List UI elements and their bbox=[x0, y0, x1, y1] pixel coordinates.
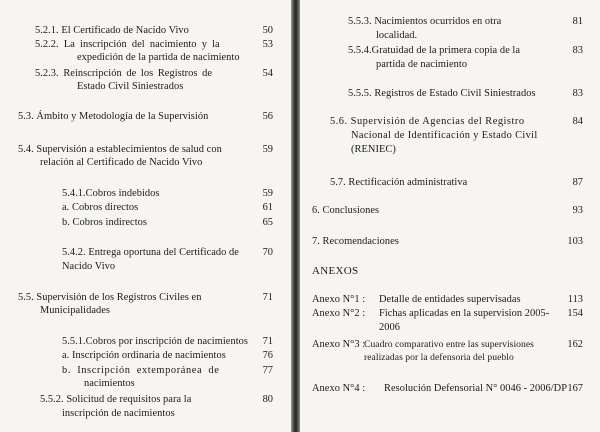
toc-entry-continuation: Nacional de Identificación y Estado Civil bbox=[351, 130, 538, 141]
toc-entry-continuation: Nacido Vivo bbox=[62, 261, 116, 272]
toc-subentry: a. Inscripción ordinaria de nacimientos bbox=[62, 350, 226, 361]
toc-entry: 5.4.2. Entrega oportuna del Certificado de bbox=[62, 247, 239, 258]
annex-title-continuation: 2006 bbox=[379, 322, 400, 333]
annex-heading: ANEXOS bbox=[312, 265, 359, 277]
toc-page-number: 84 bbox=[572, 116, 583, 127]
toc-page-number: 87 bbox=[572, 177, 583, 188]
annex-label: Anexo N°3 : bbox=[312, 339, 366, 350]
toc-page-number: 80 bbox=[262, 394, 273, 405]
toc-entry-continuation: Municipalidades bbox=[40, 305, 111, 316]
toc-entry: 5.5.1.Cobros por inscripción de nacimientos bbox=[62, 336, 248, 347]
toc-page-number: 103 bbox=[567, 236, 583, 247]
toc-page-number: 59 bbox=[262, 188, 273, 199]
toc-page-number: 54 bbox=[262, 68, 273, 79]
annex-title-continuation: realizadas por la defensoria del pueblo bbox=[364, 352, 514, 363]
toc-entry-continuation: expedición de la partida de nacimiento bbox=[77, 52, 240, 63]
toc-page-number: 53 bbox=[262, 39, 273, 50]
toc-chapter: 6. Conclusiones bbox=[312, 205, 380, 216]
toc-page-number: 61 bbox=[262, 202, 273, 213]
toc-page-number: 59 bbox=[262, 144, 273, 155]
toc-entry: 5.5.4.Gratuidad de la primera copia de la bbox=[348, 45, 520, 56]
toc-page-number: 162 bbox=[567, 339, 583, 350]
toc-subentry: b. Cobros indirectos bbox=[62, 217, 147, 228]
annex-label: Anexo N°4 : bbox=[312, 383, 366, 394]
toc-section: 5.7. Rectificación administrativa bbox=[330, 177, 468, 188]
toc-page-number: 83 bbox=[572, 88, 583, 99]
toc-page-number: 70 bbox=[262, 247, 273, 258]
toc-page-number: 56 bbox=[262, 111, 273, 122]
toc-section: 5.5. Supervisión de los Registros Civiles en bbox=[18, 292, 202, 303]
toc-page-number: 76 bbox=[262, 350, 273, 361]
toc-entry: 5.2.3. Reinscripción de los Registros de bbox=[35, 68, 213, 79]
toc-entry: 5.2.1. El Certificado de Nacido Vivo bbox=[35, 25, 189, 36]
left-page bbox=[0, 0, 291, 432]
toc-section: 5.6. Supervisión de Agencias del Registro bbox=[330, 116, 525, 127]
annex-label: Anexo N°1 : bbox=[312, 294, 366, 305]
annex-title: Resolución Defensorial N° 0046 - 2006/DP bbox=[384, 383, 568, 394]
toc-page-number: 77 bbox=[262, 365, 273, 376]
toc-page-number: 113 bbox=[567, 294, 583, 305]
toc-page-number: 83 bbox=[572, 45, 583, 56]
toc-page-number: 71 bbox=[262, 292, 273, 303]
annex-title: Fichas aplicadas en la supervision 2005- bbox=[379, 308, 550, 319]
toc-subentry: b. Inscripción extemporánea de bbox=[62, 365, 220, 376]
toc-section: 5.4. Supervisión a establecimientos de salud con bbox=[18, 144, 222, 155]
toc-entry-continuation: localidad. bbox=[376, 30, 418, 41]
annex-title: Cuadro comparativo entre las supervisiones bbox=[364, 339, 534, 350]
toc-page-number: 167 bbox=[567, 383, 583, 394]
toc-section: 5.3. Ámbito y Metodología de la Supervisión bbox=[18, 111, 209, 122]
toc-entry-continuation: inscripción de nacimientos bbox=[62, 408, 175, 419]
toc-page-number: 71 bbox=[262, 336, 273, 347]
toc-entry: 5.4.1.Cobros indebidos bbox=[62, 188, 160, 199]
right-page bbox=[300, 0, 600, 432]
toc-entry-continuation: relación al Certificado de Nacido Vivo bbox=[40, 157, 203, 168]
toc-subentry: a. Cobros directos bbox=[62, 202, 139, 213]
toc-page-number: 81 bbox=[572, 16, 583, 27]
toc-page-number: 50 bbox=[262, 25, 273, 36]
toc-page-number: 154 bbox=[567, 308, 583, 319]
annex-label: Anexo N°2 : bbox=[312, 308, 366, 319]
toc-page-number: 93 bbox=[572, 205, 583, 216]
toc-page-number: 65 bbox=[262, 217, 273, 228]
toc-entry-continuation: (RENIEC) bbox=[351, 144, 396, 155]
toc-entry: 5.5.3. Nacimientos ocurridos en otra bbox=[348, 16, 502, 27]
toc-entry-continuation: partida de nacimiento bbox=[376, 59, 468, 70]
toc-chapter: 7. Recomendaciones bbox=[312, 236, 399, 247]
book-gutter bbox=[291, 0, 300, 432]
toc-entry-continuation: Estado Civil Siniestrados bbox=[77, 81, 184, 92]
toc-entry-continuation: nacimientos bbox=[84, 378, 135, 389]
annex-title: Detalle de entidades supervisadas bbox=[379, 294, 521, 305]
toc-entry: 5.2.2. La inscripción del nacimiento y la bbox=[35, 39, 220, 50]
toc-entry: 5.5.5. Registros de Estado Civil Siniestrados bbox=[348, 88, 536, 99]
toc-entry: 5.5.2. Solicitud de requisitos para la bbox=[40, 394, 192, 405]
